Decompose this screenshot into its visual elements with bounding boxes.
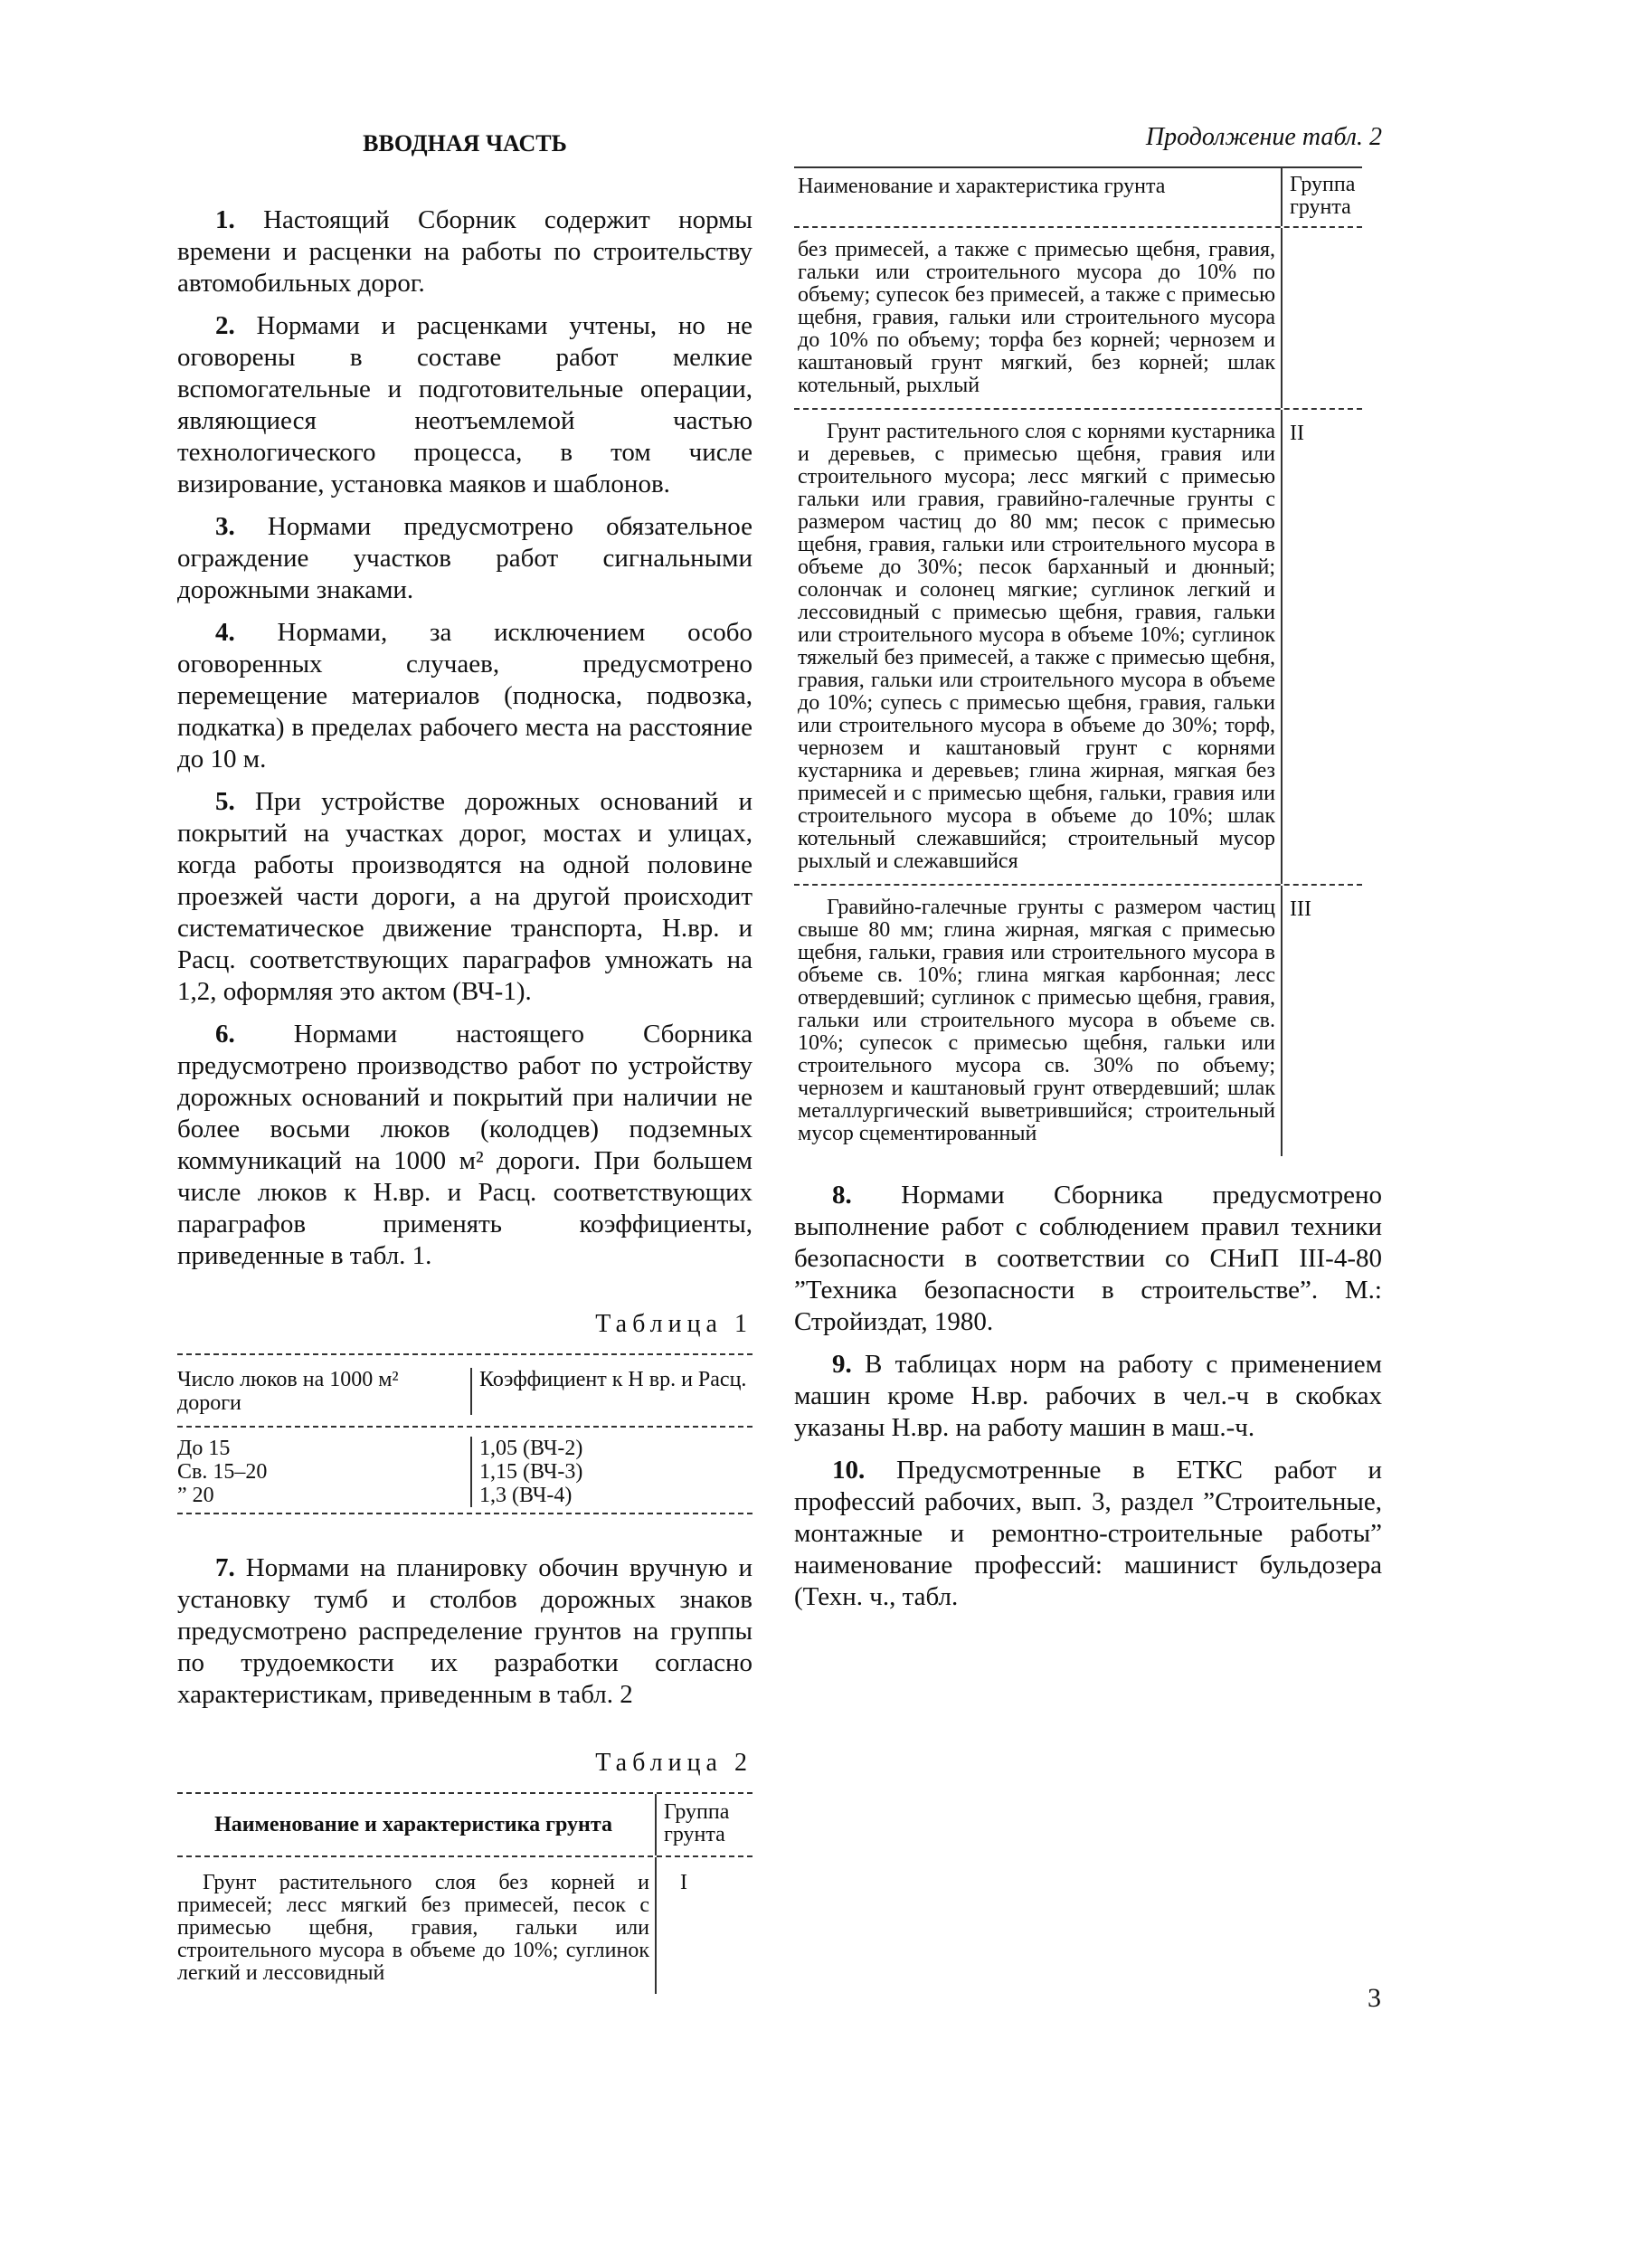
- paragraph-text: Настоящий Сборник содержит нормы времени и расценки на работы по строительству автомобильных дорог.: [177, 205, 753, 298]
- section-title: ВВОДНАЯ ЧАСТЬ: [363, 130, 567, 157]
- table1-header-coefficient: Коэффициент к Н вр. и Расц.: [470, 1368, 753, 1415]
- table2-continuation-header-name: Наименование и характеристика грунта: [798, 175, 1166, 198]
- paragraph-text: Нормами предусмотрено обязательное ограждение участков работ сигнальными дорожными знаками.: [177, 512, 753, 604]
- table1-header-count: Число люков на 1000 м² дороги: [177, 1368, 399, 1415]
- paragraph-text: В таблицах норм на работу с применением машин кроме Н.вр. рабочих в чел.-ч в скобках указаны Н.вр. на работу машин в маш.-ч.: [794, 1350, 1382, 1442]
- table1-cell: 1,05 (ВЧ-2): [479, 1437, 583, 1460]
- paragraph-3: [177, 511, 753, 606]
- table2-cell-description: Гравийно-галечные грунты с размером частиц свыше 80 мм; глина жирная, мягкая с примесью щебня, гальки, гравия или строительного мусора в объеме св. 10%; глина мягкая карбонная; лесс отвердевший; суглинок с примесью щебня, гравия, гальки или строительного мусора в объеме св. 10%; супесок с примесью щебня, гальки или строительного мусора св. 30% по объему; чернозем и каштановый грунт отвердевший; шлак металлургический выветрившийся; строительный мусор сцементированный: [798, 896, 1275, 1145]
- table1-coefficient-column: [470, 1437, 753, 1507]
- paragraph-number: 8.: [832, 1181, 852, 1210]
- table2: [177, 1792, 753, 1994]
- paragraph-text: При устройстве дорожных оснований и покрытий на участках дорог, мостах и улицах, когда работы производятся на одной половине проезжей части дороги, а на другой происходит систематическое движение транспорта, Н.вр. и Расц. соответствующих параграфов умножать на 1,2, оформляя это актом (ВЧ-1).: [177, 787, 753, 1006]
- right-column: [794, 119, 1382, 1624]
- paragraph-number: 7.: [215, 1553, 235, 1582]
- paragraph-9: [794, 1349, 1382, 1444]
- paragraph-number: 1.: [215, 205, 235, 234]
- table2-cell-group: I: [655, 1857, 753, 1994]
- paragraph-number: 5.: [215, 787, 235, 816]
- right-paragraphs: [794, 1180, 1382, 1613]
- table2-cell-description: без примесей, а также с примесью щебня, гравия, гальки или строительного мусора до 10% по объему; супесок без примесей, а также с примесью щебня, гравия, гальки или строительного мусора до 10% по объему; торфа без корней; чернозем и каштановый грунт мягкий, без корней; шлак котельный, рыхлый: [798, 238, 1275, 397]
- table1-cell: 1,15 (ВЧ-3): [479, 1460, 583, 1484]
- table1-cell: До 15: [177, 1437, 231, 1460]
- paragraph-text: Нормами Сборника предусмотрено выполнение работ с соблюдением правил техники безопасности в соответствии со СНиП III-4-80 ”Техника безопасности в строительстве”. М.: Стройиздат, 1980.: [794, 1181, 1382, 1336]
- table1-cell: Св. 15–20: [177, 1460, 268, 1484]
- paragraph-5: [177, 786, 753, 1008]
- paragraph-7: [177, 1552, 753, 1711]
- paragraph-number: 4.: [215, 618, 235, 647]
- table1-cell: ” 20: [177, 1484, 214, 1507]
- table1-header-row: [177, 1355, 753, 1428]
- page-number: 3: [1368, 1983, 1381, 2013]
- table2-header-group: Группа грунта: [655, 1794, 753, 1855]
- paragraph-8: [794, 1180, 1382, 1338]
- table1: [177, 1353, 753, 1514]
- paragraph-text: Нормами на планировку обочин вручную и установку тумб и столбов дорожных знаков предусмотрено распределение грунтов на группы по трудоемкости их разработки согласно характеристикам, приведенным в табл. 2: [177, 1553, 753, 1709]
- table2-continuation: [794, 166, 1362, 1156]
- table1-cell: 1,3 (ВЧ-4): [479, 1484, 573, 1507]
- table2-cell-group: [1281, 228, 1362, 408]
- left-column: [177, 119, 753, 1994]
- paragraph-number: 6.: [215, 1020, 235, 1049]
- paragraph-6: [177, 1019, 753, 1272]
- table-row: [177, 1857, 753, 1994]
- table2-header-name: Наименование и характеристика грунта: [214, 1813, 612, 1836]
- table2-label: Таблица 2: [595, 1749, 753, 1777]
- table1-body: [177, 1428, 753, 1513]
- paragraph-number: 10.: [832, 1456, 866, 1485]
- table1-label: Таблица 1: [595, 1310, 753, 1338]
- table2-cell-group: III: [1281, 886, 1362, 1156]
- continuation-title: Продолжение табл. 2: [1145, 123, 1382, 151]
- paragraph-number: 2.: [215, 311, 235, 340]
- table-row: [794, 228, 1362, 410]
- table-row: [794, 410, 1362, 886]
- table2-continuation-header-row: [794, 168, 1362, 228]
- paragraph-text: Нормами, за исключением особо оговоренных случаев, предусмотрено перемещение материалов (подноска, подвозка, подкатка) в пределах рабочего места на расстояние до 10 м.: [177, 618, 753, 773]
- table2-continuation-header-group: Группа грунта: [1281, 168, 1362, 226]
- table-row: [794, 886, 1362, 1156]
- table2-cell-description: Грунт растительного слоя с корнями кустарника и деревьев, с примесью щебня, гравия или строительного мусора; лесс мягкий с примесью гальки или гравия, гравийно-галечные грунты с размером частиц до 80 мм; песок с примесью щебня, гравия, гальки или строительного мусора в объеме до 30%; песок барханный и дюнный; солончак и солонец мягкие; суглинок легкий и лессовидный с примесью щебня, гравия, гальки или строительного мусора в объеме 10%; суглинок тяжелый без примесей, а также с примесью щебня, гравия, гальки или строительного мусора в объеме до 10%; супесь с примесью щебня, гравия, гальки или строительного мусора в объеме до 30%; торф, чернозем и каштановый грунт с корнями кустарника и деревьев; глина жирная, мягкая без примесей и с примесью щебня, гальки, гравия или строительного мусора в объеме до 10%; шлак котельный слежавшийся; строительный мусор рыхлый и слежавшийся: [798, 420, 1275, 873]
- paragraph-2: [177, 310, 753, 500]
- paragraph-text: Нормами настоящего Сборника предусмотрено производство работ по устройству дорожных оснований и покрытий при наличии не более восьми люков (колодцев) подземных коммуникаций на 1000 м² дороги. При большем числе люков к Н.вр. и Расц. соответствующих параграфов применять коэффициенты, приведенные в табл. 1.: [177, 1020, 753, 1270]
- table2-cell-description: Грунт растительного слоя без корней и примесей; лесс мягкий без примесей, песок с примесью щебня, гравия, гальки или строительного мусора в объеме до 10%; суглинок легкий и лессовидный: [177, 1871, 649, 1985]
- paragraph-text: Нормами и расценками учтены, но не оговорены в составе работ мелкие вспомогательные и подготовительные операции, являющиеся неотъемлемой частью технологического процесса, в том числе визирование, установка маяков и шаблонов.: [177, 311, 753, 498]
- paragraph-1: [177, 204, 753, 299]
- table2-cell-group: II: [1281, 410, 1362, 884]
- paragraph-10: [794, 1455, 1382, 1613]
- paragraph-number: 3.: [215, 512, 235, 541]
- table2-header-row: [177, 1794, 753, 1857]
- table1-count-column: [177, 1437, 470, 1507]
- paragraph-4: [177, 617, 753, 775]
- paragraph-number: 9.: [832, 1350, 852, 1379]
- paragraph-text: Предусмотренные в ЕТКС работ и профессий рабочих, вып. 3, раздел ”Строительные, монтажные и ремонтно-строительные работы” наименование профессий: машинист бульдозера (Техн. ч., табл.: [794, 1456, 1382, 1611]
